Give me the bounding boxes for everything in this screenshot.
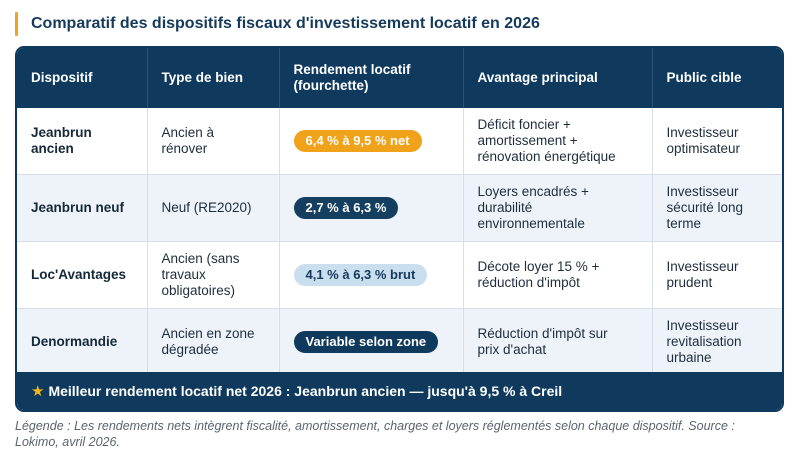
row-advantage bbox=[463, 242, 652, 309]
row-dispositif-label: Denormandie bbox=[31, 334, 118, 349]
highlight-footer bbox=[17, 372, 782, 410]
yield-badge: 4,1 % à 6,3 % brut bbox=[294, 264, 428, 286]
star-icon: ★ bbox=[31, 383, 45, 400]
row-type-label: Neuf (RE2020) bbox=[161, 200, 252, 215]
row-target bbox=[652, 242, 782, 309]
header-rendement bbox=[279, 48, 463, 108]
row-target bbox=[652, 175, 782, 242]
header-dispositif: Dispositif bbox=[17, 48, 147, 108]
highlight-text: Meilleur rendement locatif net 2026 : Jeanbrun ancien — jusqu'à 9,5 % à Creil bbox=[48, 383, 563, 399]
row-type bbox=[147, 309, 279, 376]
row-type bbox=[147, 242, 279, 309]
header-rendement-label: Rendement locatif (fourchette) bbox=[293, 62, 411, 93]
row-type bbox=[147, 175, 279, 242]
header-public-cible: Public cible bbox=[652, 48, 782, 108]
table-row bbox=[17, 242, 782, 309]
row-dispositif bbox=[17, 242, 147, 309]
row-target-label: Investisseur sécurité long terme bbox=[666, 184, 744, 231]
title-accent-bar bbox=[15, 12, 18, 36]
row-dispositif bbox=[17, 175, 147, 242]
row-target bbox=[652, 108, 782, 175]
table-row bbox=[17, 175, 782, 242]
row-yield bbox=[279, 108, 463, 175]
row-target-label: Investisseur revitalisation urbaine bbox=[666, 318, 742, 365]
yield-badge: Variable selon zone bbox=[294, 331, 439, 353]
row-advantage bbox=[463, 309, 652, 376]
table-row bbox=[17, 309, 782, 376]
table-header-row bbox=[17, 48, 782, 108]
row-advantage-label: Réduction d'impôt sur prix d'achat bbox=[477, 326, 608, 357]
title-block bbox=[15, 11, 540, 37]
row-dispositif-label: Jeanbrun neuf bbox=[31, 200, 125, 215]
header-type-de-bien: Type de bien bbox=[147, 48, 279, 108]
row-type-label: Ancien en zone dégradée bbox=[161, 326, 255, 357]
row-yield bbox=[279, 309, 463, 376]
row-type-label: Ancien (sans travaux obligatoires) bbox=[161, 251, 240, 298]
comparison-table bbox=[17, 48, 782, 376]
row-type-label: Ancien à rénover bbox=[161, 125, 215, 156]
row-dispositif-label: Jeanbrun ancien bbox=[31, 125, 92, 156]
row-dispositif bbox=[17, 309, 147, 376]
row-advantage bbox=[463, 175, 652, 242]
row-target-label: Investisseur optimisateur bbox=[666, 125, 741, 156]
row-type bbox=[147, 108, 279, 175]
row-advantage bbox=[463, 108, 652, 175]
row-advantage-label: Loyers encadrés + durabilité environnementale bbox=[477, 184, 589, 231]
row-target-label: Investisseur prudent bbox=[666, 259, 739, 290]
yield-badge: 6,4 % à 9,5 % net bbox=[294, 130, 422, 152]
table-row bbox=[17, 108, 782, 175]
header-avantage: Avantage principal bbox=[463, 48, 652, 108]
row-dispositif-label: Loc'Avantages bbox=[31, 267, 126, 282]
row-dispositif bbox=[17, 108, 147, 175]
row-advantage-label: Décote loyer 15 % + réduction d'impôt bbox=[477, 259, 600, 290]
row-yield bbox=[279, 242, 463, 309]
yield-badge: 2,7 % à 6,3 % bbox=[294, 197, 399, 219]
page-title: Comparatif des dispositifs fiscaux d'investissement locatif en 2026 bbox=[31, 15, 540, 32]
comparison-table-card bbox=[15, 46, 784, 412]
legend-note: Légende : Les rendements nets intègrent fiscalité, amortissement, charges et loyers réglementés selon chaque dispositif. Source : Lokimo, avril 2026. bbox=[15, 419, 735, 449]
row-target bbox=[652, 309, 782, 376]
row-yield bbox=[279, 175, 463, 242]
row-advantage-label: Déficit foncier + amortissement + rénovation énergétique bbox=[477, 117, 616, 164]
